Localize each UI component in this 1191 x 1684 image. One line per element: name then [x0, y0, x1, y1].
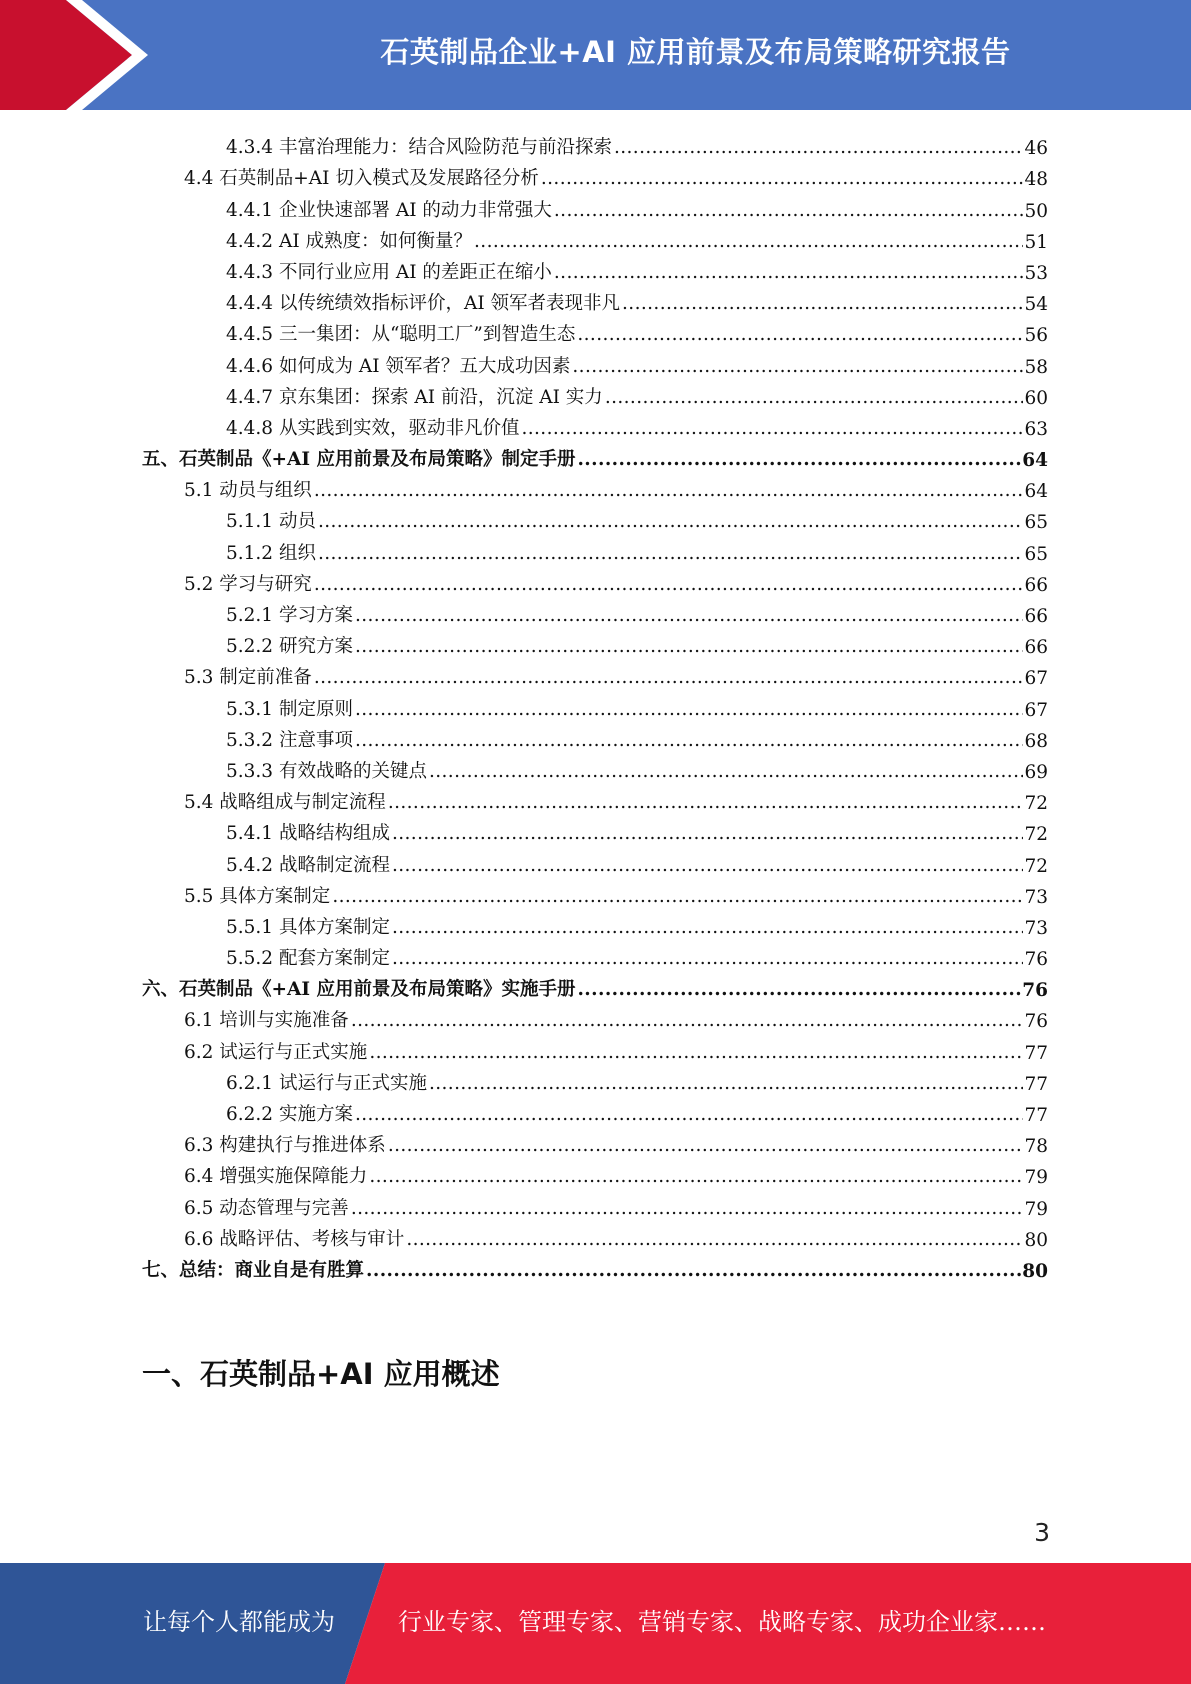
toc-entry[interactable] [142, 1220, 1048, 1251]
toc-entry-title: 6.4 增强实施保障能力 [184, 1166, 368, 1188]
toc-dot-leader [392, 948, 1023, 969]
toc-entry-page: 72 [1024, 793, 1048, 815]
toc-entry-page: 77 [1024, 1042, 1048, 1064]
toc-entry[interactable] [142, 658, 1048, 689]
toc-entry[interactable] [142, 689, 1048, 720]
toc-entry[interactable] [142, 752, 1048, 783]
toc-dot-leader [429, 761, 1023, 782]
toc-dot-leader [521, 418, 1023, 439]
toc-dot-leader [605, 387, 1024, 408]
toc-entry-title: 5.1 动员与组织 [184, 480, 312, 502]
toc-entry[interactable] [142, 1126, 1048, 1157]
toc-entry[interactable] [142, 1064, 1048, 1095]
toc-entry[interactable] [142, 1157, 1048, 1188]
toc-dot-leader [369, 1166, 1023, 1187]
toc-entry-title: 6.3 构建执行与推进体系 [184, 1135, 386, 1157]
toc-entry[interactable] [142, 471, 1048, 502]
toc-dot-leader [541, 168, 1024, 189]
toc-entry[interactable] [142, 1095, 1048, 1126]
toc-entry-title: 5.3.2 注意事项 [226, 729, 353, 751]
toc-entry-title: 6.2 试运行与正式实施 [184, 1041, 368, 1063]
toc-entry-page: 53 [1024, 262, 1048, 284]
toc-entry[interactable] [142, 783, 1048, 814]
toc-entry-page: 58 [1024, 356, 1048, 378]
toc-dot-leader [314, 667, 1024, 688]
toc-entry-page: 50 [1024, 200, 1048, 222]
toc-entry-page: 60 [1024, 387, 1048, 409]
toc-entry-page: 64 [1024, 481, 1048, 503]
toc-entry[interactable] [142, 814, 1048, 845]
toc-entry-page: 76 [1022, 980, 1048, 1002]
toc-entry-page: 67 [1024, 699, 1048, 721]
toc-entry[interactable] [142, 1032, 1048, 1063]
toc-entry-title: 5.3 制定前准备 [184, 667, 312, 689]
toc-entry[interactable] [142, 502, 1048, 533]
toc-entry-page: 51 [1024, 231, 1048, 253]
toc-entry-page: 77 [1024, 1105, 1048, 1126]
toc-entry-page: 72 [1024, 824, 1048, 846]
toc-dot-leader [406, 1229, 1023, 1250]
toc-entry-title: 4.4.4 以传统绩效指标评价，AI 领军者表现非凡 [226, 293, 621, 315]
toc-entry-page: 66 [1024, 574, 1048, 596]
toc-entry-page: 66 [1024, 637, 1048, 659]
table-of-contents [142, 128, 1048, 1282]
toc-entry-title: 4.4.2 AI 成熟度：如何衡量？ [226, 230, 473, 252]
toc-dot-leader [429, 1073, 1023, 1094]
toc-entry-title: 4.4.3 不同行业应用 AI 的差距正在缩小 [226, 261, 552, 283]
page-header [0, 0, 1191, 110]
toc-dot-leader [355, 605, 1024, 626]
toc-entry-page: 67 [1024, 668, 1048, 690]
toc-entry-title: 七、总结：商业自是有胜算 [142, 1259, 365, 1281]
toc-entry-page: 79 [1024, 1198, 1048, 1220]
toc-entry-title: 6.2.1 试运行与正式实施 [226, 1072, 427, 1094]
toc-entry-page: 46 [1024, 138, 1048, 160]
toc-entry-title: 4.4.6 如何成为 AI 领军者？五大成功因素 [226, 355, 571, 377]
toc-entry-page: 63 [1024, 418, 1048, 440]
toc-entry[interactable] [142, 721, 1048, 752]
toc-dot-leader [388, 792, 1024, 813]
toc-entry[interactable] [142, 315, 1048, 346]
toc-dot-leader [351, 1010, 1024, 1031]
toc-entry-title: 6.6 战略评估、考核与审计 [184, 1228, 405, 1250]
toc-dot-leader [577, 324, 1023, 345]
toc-entry[interactable] [142, 877, 1048, 908]
toc-entry-page: 65 [1024, 512, 1048, 534]
toc-entry-page: 68 [1024, 730, 1048, 752]
toc-dot-leader [351, 1198, 1024, 1219]
toc-entry-page: 66 [1024, 606, 1048, 627]
toc-entry[interactable] [142, 284, 1048, 315]
toc-entry[interactable] [142, 565, 1048, 596]
toc-entry-title: 5.1.2 组织 [226, 542, 316, 564]
toc-entry[interactable] [142, 596, 1048, 627]
toc-dot-leader [332, 886, 1023, 907]
toc-entry-title: 5.4 战略组成与制定流程 [184, 792, 386, 814]
toc-dot-leader [572, 356, 1023, 377]
toc-entry[interactable] [142, 253, 1048, 284]
toc-entry-page: 80 [1024, 1229, 1048, 1251]
toc-dot-leader [355, 1104, 1024, 1125]
toc-entry-title: 5.2.2 研究方案 [226, 636, 353, 658]
toc-entry-title: 5.5 具体方案制定 [184, 885, 331, 907]
toc-entry-page: 73 [1024, 886, 1048, 908]
toc-entry-title: 5.3.1 制定原则 [226, 698, 353, 720]
toc-entry-page: 64 [1022, 450, 1048, 472]
toc-entry-page: 54 [1024, 294, 1048, 316]
toc-entry[interactable] [142, 533, 1048, 564]
toc-entry[interactable] [142, 190, 1048, 221]
toc-dot-leader [318, 543, 1024, 564]
toc-entry-title: 6.2.2 实施方案 [226, 1104, 353, 1125]
toc-entry-title: 5.5.1 具体方案制定 [226, 916, 390, 938]
toc-entry-title: 5.1.1 动员 [226, 511, 316, 533]
toc-entry-title: 4.4.5 三一集团：从“聪明工厂”到智造生态 [226, 324, 576, 346]
toc-dot-leader [355, 730, 1024, 751]
toc-dot-leader [614, 137, 1023, 158]
toc-entry-page: 56 [1024, 325, 1048, 347]
toc-entry-title: 6.1 培训与实施准备 [184, 1010, 349, 1032]
toc-entry-title: 5.3.3 有效战略的关键点 [226, 760, 427, 782]
toc-entry[interactable] [142, 409, 1048, 440]
toc-entry-page: 80 [1022, 1260, 1048, 1282]
toc-entry[interactable] [142, 845, 1048, 876]
footer-slogan-right: 行业专家、管理专家、营销专家、战略专家、成功企业家…… [398, 1608, 1046, 1636]
toc-dot-leader [355, 636, 1024, 657]
toc-dot-leader [392, 917, 1023, 938]
toc-entry-title: 5.2 学习与研究 [184, 573, 312, 595]
toc-dot-leader [554, 262, 1024, 283]
toc-entry[interactable] [142, 908, 1048, 939]
toc-entry[interactable] [142, 1001, 1048, 1032]
toc-entry-page: 76 [1024, 1011, 1048, 1033]
header-title: 石英制品企业+AI 应用前景及布局策略研究报告 [380, 35, 1011, 69]
toc-entry[interactable] [142, 1251, 1048, 1282]
page-number: 3 [1034, 1518, 1050, 1547]
toc-dot-leader [392, 855, 1023, 876]
toc-entry-title: 5.2.1 学习方案 [226, 605, 353, 626]
toc-dot-leader [577, 449, 1021, 470]
toc-entry-page: 78 [1024, 1136, 1048, 1158]
toc-entry-page: 76 [1024, 949, 1048, 971]
toc-entry-title: 五、石英制品《+AI 应用前景及布局策略》制定手册 [142, 449, 576, 471]
toc-entry[interactable] [142, 222, 1048, 253]
toc-dot-leader [622, 293, 1023, 314]
toc-entry-title: 6.5 动态管理与完善 [184, 1197, 349, 1219]
footer-slogan-left: 让每个人都能成为 [143, 1608, 335, 1636]
toc-entry[interactable] [142, 627, 1048, 658]
toc-entry-title: 4.4.1 企业快速部署 AI 的动力非常强大 [226, 199, 552, 221]
toc-entry-page: 73 [1024, 917, 1048, 939]
toc-entry-title: 5.4.2 战略制定流程 [226, 854, 390, 876]
toc-entry[interactable] [142, 970, 1048, 1001]
toc-entry-page: 79 [1024, 1167, 1048, 1189]
page-footer [0, 1563, 1191, 1684]
section-heading: 一、石英制品+AI 应用概述 [142, 1357, 500, 1391]
toc-entry[interactable] [142, 378, 1048, 409]
toc-dot-leader [392, 823, 1023, 844]
toc-entry-title: 4.4.7 京东集团：探索 AI 前沿，沉淀 AI 实力 [226, 386, 603, 408]
toc-entry-page: 69 [1024, 761, 1048, 783]
toc-entry[interactable] [142, 1188, 1048, 1219]
toc-dot-leader [474, 231, 1023, 252]
toc-dot-leader [355, 699, 1024, 720]
toc-entry-title: 5.4.1 战略结构组成 [226, 823, 390, 845]
toc-entry-page: 77 [1024, 1073, 1048, 1095]
toc-entry-page: 72 [1024, 855, 1048, 877]
toc-dot-leader [554, 200, 1024, 221]
toc-dot-leader [577, 979, 1021, 1000]
toc-entry-title: 六、石英制品《+AI 应用前景及布局策略》实施手册 [142, 979, 576, 1001]
toc-dot-leader [314, 574, 1024, 595]
toc-dot-leader [314, 480, 1024, 501]
toc-entry-title: 4.4 石英制品+AI 切入模式及发展路径分析 [184, 168, 539, 190]
toc-entry[interactable] [142, 346, 1048, 377]
toc-entry-page: 48 [1024, 169, 1048, 191]
toc-dot-leader [366, 1260, 1021, 1281]
toc-dot-leader [369, 1042, 1023, 1063]
toc-entry[interactable] [142, 440, 1048, 471]
toc-entry-title: 4.4.8 从实践到实效，驱动非凡价值 [226, 417, 520, 439]
toc-dot-leader [318, 511, 1024, 532]
toc-dot-leader [388, 1135, 1024, 1156]
toc-entry-page: 65 [1024, 543, 1048, 565]
toc-entry-title: 4.3.4 丰富治理能力：结合风险防范与前沿探索 [226, 137, 612, 159]
toc-entry-title: 5.5.2 配套方案制定 [226, 948, 390, 970]
toc-entry[interactable] [142, 128, 1048, 159]
toc-entry[interactable] [142, 939, 1048, 970]
toc-entry[interactable] [142, 159, 1048, 190]
